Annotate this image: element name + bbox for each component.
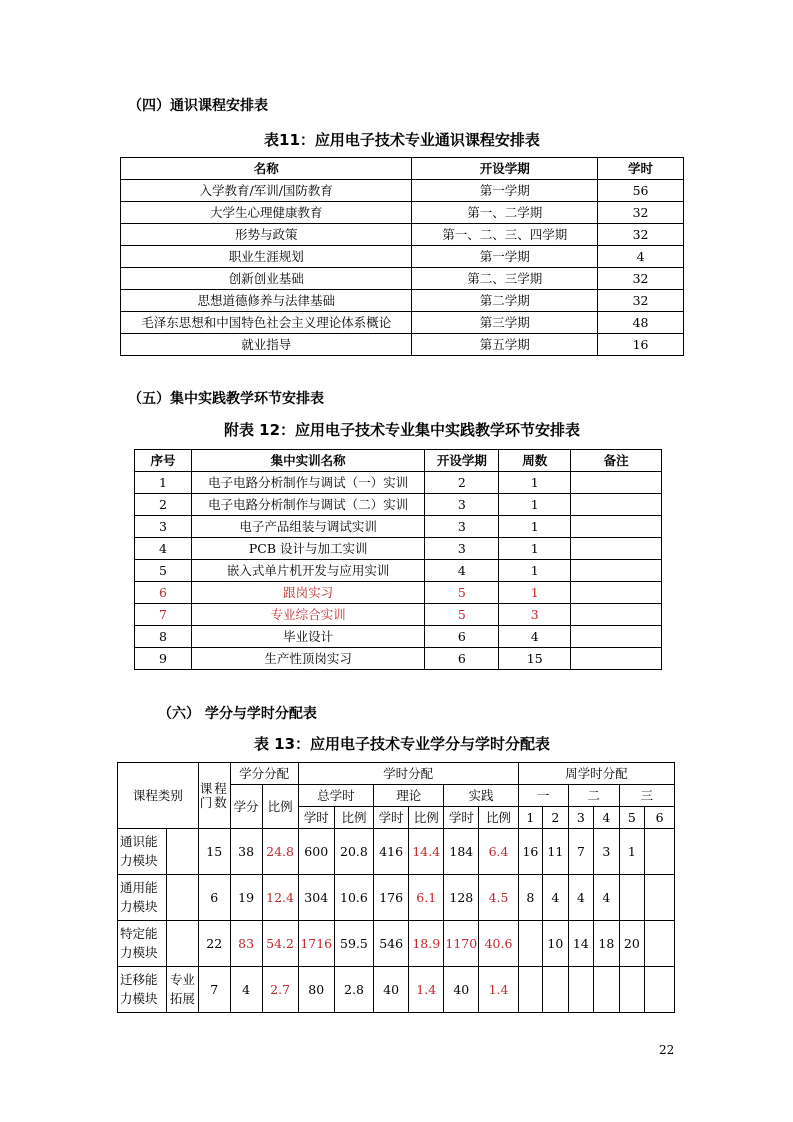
hdr-practice-r: 比例 <box>479 807 518 829</box>
cell-practice-r: 4.5 <box>479 875 518 921</box>
table-row <box>121 290 684 312</box>
table-cell: 5 <box>425 604 499 626</box>
table-cell: 1 <box>135 472 192 494</box>
hdr-theory: 理论 <box>374 785 444 807</box>
table-cell: 就业指导 <box>121 334 412 356</box>
table-12 <box>134 449 662 670</box>
table-cell: 5 <box>135 560 192 582</box>
hdr-course-count: 课程门数 <box>198 763 230 829</box>
table-row <box>118 921 675 967</box>
table-row <box>121 312 684 334</box>
hdr-term-6: 6 <box>645 807 675 829</box>
table-cell: 毛泽东思想和中国特色社会主义理论体系概论 <box>121 312 412 334</box>
course-subtype-cell <box>166 875 198 921</box>
table-cell: 大学生心理健康教育 <box>121 202 412 224</box>
table-cell: 第二、三学期 <box>412 268 598 290</box>
table-cell: 第一、二、三、四学期 <box>412 224 598 246</box>
cell-practice-r: 6.4 <box>479 829 518 875</box>
course-subtype-cell: 专业拓展 <box>166 967 198 1013</box>
table-cell: 3 <box>135 516 192 538</box>
table-cell: 32 <box>598 268 684 290</box>
table-cell: 第一、二学期 <box>412 202 598 224</box>
table-cell: 4 <box>598 246 684 268</box>
table-13 <box>117 762 675 1013</box>
col-header-hours: 学时 <box>598 158 684 180</box>
table-cell: 形势与政策 <box>121 224 412 246</box>
weekly-hours-cell: 1 <box>619 829 645 875</box>
weekly-hours-cell <box>543 967 569 1013</box>
table-cell: 电子产品组装与调试实训 <box>191 516 425 538</box>
table-cell: 3 <box>425 516 499 538</box>
table-row <box>121 224 684 246</box>
table-cell <box>571 648 662 670</box>
cell-theory-h: 176 <box>374 875 409 921</box>
hdr-term-2: 2 <box>543 807 569 829</box>
table-cell <box>571 472 662 494</box>
table-cell: 48 <box>598 312 684 334</box>
table-row <box>135 538 662 560</box>
cell-total-h: 304 <box>298 875 334 921</box>
table-cell: 3 <box>499 604 571 626</box>
table-cell: 思想道德修养与法律基础 <box>121 290 412 312</box>
table-cell: 6 <box>135 582 192 604</box>
course-type-cell: 特定能力模块 <box>118 921 167 967</box>
table-11-title: 表11：应用电子技术专业通识课程安排表 <box>264 131 540 149</box>
cell-theory-h: 40 <box>374 967 409 1013</box>
table-cell: 第一学期 <box>412 246 598 268</box>
weekly-hours-cell: 4 <box>568 875 594 921</box>
table-cell: PCB 设计与加工实训 <box>191 538 425 560</box>
table-cell: 6 <box>425 626 499 648</box>
cell-theory-r: 18.9 <box>409 921 444 967</box>
table-cell: 4 <box>135 538 192 560</box>
cell-count: 6 <box>198 875 230 921</box>
weekly-hours-cell <box>645 875 675 921</box>
table-cell: 1 <box>499 472 571 494</box>
hdr-practice: 实践 <box>444 785 518 807</box>
hdr-theory-r: 比例 <box>409 807 444 829</box>
col-header-training: 集中实训名称 <box>191 450 425 472</box>
col-header-semester: 开设学期 <box>412 158 598 180</box>
table-row <box>118 829 675 875</box>
table-cell: 创新创业基础 <box>121 268 412 290</box>
table-row <box>135 604 662 626</box>
weekly-hours-cell: 3 <box>594 829 620 875</box>
table-cell: 第一学期 <box>412 180 598 202</box>
table-cell: 专业综合实训 <box>191 604 425 626</box>
table-cell <box>571 516 662 538</box>
table-cell: 16 <box>598 334 684 356</box>
table-cell: 32 <box>598 202 684 224</box>
cell-practice-r: 1.4 <box>479 967 518 1013</box>
hdr-total-h: 学时 <box>298 807 334 829</box>
weekly-hours-cell: 7 <box>568 829 594 875</box>
hdr-course-type: 课程类别 <box>118 763 199 829</box>
table-cell: 第二学期 <box>412 290 598 312</box>
table-row <box>135 560 662 582</box>
table-cell <box>571 582 662 604</box>
weekly-hours-cell <box>645 967 675 1013</box>
weekly-hours-cell <box>594 967 620 1013</box>
cell-count: 22 <box>198 921 230 967</box>
section-5-heading: （五）集中实践教学环节安排表 <box>128 391 324 407</box>
hdr-hour-alloc: 学时分配 <box>298 763 518 785</box>
hdr-year-3: 三 <box>619 785 674 807</box>
hdr-total-r: 比例 <box>334 807 373 829</box>
table-cell <box>571 604 662 626</box>
cell-credit: 38 <box>230 829 262 875</box>
course-type-cell: 通用能力模块 <box>118 875 167 921</box>
section-6-heading: （六） 学分与学时分配表 <box>158 706 317 722</box>
table-cell: 8 <box>135 626 192 648</box>
weekly-hours-cell: 20 <box>619 921 645 967</box>
table-row <box>121 202 684 224</box>
weekly-hours-cell <box>518 967 542 1013</box>
table-row <box>135 472 662 494</box>
table-cell <box>571 626 662 648</box>
table-cell: 6 <box>425 648 499 670</box>
table-cell <box>571 494 662 516</box>
course-subtype-cell <box>166 921 198 967</box>
cell-count: 7 <box>198 967 230 1013</box>
table-cell: 5 <box>425 582 499 604</box>
table-cell: 嵌入式单片机开发与应用实训 <box>191 560 425 582</box>
weekly-hours-cell: 11 <box>543 829 569 875</box>
weekly-hours-cell: 16 <box>518 829 542 875</box>
course-subtype-cell <box>166 829 198 875</box>
hdr-credit: 学分 <box>230 785 262 829</box>
table-cell: 4 <box>499 626 571 648</box>
col-header-weeks: 周数 <box>499 450 571 472</box>
weekly-hours-cell: 18 <box>594 921 620 967</box>
table-cell: 入学教育/军训/国防教育 <box>121 180 412 202</box>
cell-practice-h: 1170 <box>444 921 479 967</box>
hdr-practice-h: 学时 <box>444 807 479 829</box>
table-cell: 第五学期 <box>412 334 598 356</box>
hdr-term-3: 3 <box>568 807 594 829</box>
cell-credit-ratio: 2.7 <box>262 967 298 1013</box>
hdr-term-1: 1 <box>518 807 542 829</box>
cell-practice-r: 40.6 <box>479 921 518 967</box>
table-13-title: 表 13：应用电子技术专业学分与学时分配表 <box>253 735 551 753</box>
weekly-hours-cell: 8 <box>518 875 542 921</box>
col-header-remarks: 备注 <box>571 450 662 472</box>
table-cell: 生产性顶岗实习 <box>191 648 425 670</box>
table-cell: 1 <box>499 516 571 538</box>
col-header-index: 序号 <box>135 450 192 472</box>
table-row <box>121 334 684 356</box>
cell-total-r: 20.8 <box>334 829 373 875</box>
table-row <box>121 180 684 202</box>
hdr-credit-alloc: 学分分配 <box>230 763 298 785</box>
table-cell <box>571 560 662 582</box>
cell-theory-r: 6.1 <box>409 875 444 921</box>
cell-total-h: 600 <box>298 829 334 875</box>
hdr-year-2: 二 <box>568 785 619 807</box>
cell-practice-h: 184 <box>444 829 479 875</box>
cell-credit: 19 <box>230 875 262 921</box>
table-cell: 第三学期 <box>412 312 598 334</box>
table-cell: 1 <box>499 560 571 582</box>
hdr-credit-ratio: 比例 <box>262 785 298 829</box>
table-row <box>135 516 662 538</box>
cell-credit-ratio: 24.8 <box>262 829 298 875</box>
table-cell: 1 <box>499 538 571 560</box>
cell-theory-r: 14.4 <box>409 829 444 875</box>
table-cell: 电子电路分析制作与调试（二）实训 <box>191 494 425 516</box>
hdr-theory-h: 学时 <box>374 807 409 829</box>
weekly-hours-cell <box>619 967 645 1013</box>
table-11 <box>120 157 684 356</box>
weekly-hours-cell <box>645 921 675 967</box>
hdr-term-4: 4 <box>594 807 620 829</box>
table-row <box>135 494 662 516</box>
hdr-total-hours: 总学时 <box>298 785 373 807</box>
weekly-hours-cell: 4 <box>594 875 620 921</box>
cell-total-h: 80 <box>298 967 334 1013</box>
table-cell: 电子电路分析制作与调试（一）实训 <box>191 472 425 494</box>
cell-total-r: 59.5 <box>334 921 373 967</box>
table-cell: 2 <box>425 472 499 494</box>
weekly-hours-cell <box>568 967 594 1013</box>
table-cell: 32 <box>598 224 684 246</box>
table-cell: 职业生涯规划 <box>121 246 412 268</box>
cell-theory-h: 546 <box>374 921 409 967</box>
cell-credit: 83 <box>230 921 262 967</box>
course-type-cell: 通识能力模块 <box>118 829 167 875</box>
cell-theory-r: 1.4 <box>409 967 444 1013</box>
table-cell: 56 <box>598 180 684 202</box>
table-row <box>121 246 684 268</box>
col-header-semester: 开设学期 <box>425 450 499 472</box>
cell-practice-h: 40 <box>444 967 479 1013</box>
table-cell: 3 <box>425 494 499 516</box>
table-cell: 9 <box>135 648 192 670</box>
hdr-year-1: 一 <box>518 785 568 807</box>
cell-total-h: 1716 <box>298 921 334 967</box>
table-cell: 15 <box>499 648 571 670</box>
col-header-name: 名称 <box>121 158 412 180</box>
weekly-hours-cell <box>518 921 542 967</box>
table-row <box>121 268 684 290</box>
table-cell <box>571 538 662 560</box>
cell-credit-ratio: 54.2 <box>262 921 298 967</box>
table-row <box>135 648 662 670</box>
weekly-hours-cell: 4 <box>543 875 569 921</box>
table-12-title: 附表 12：应用电子技术专业集中实践教学环节安排表 <box>223 421 581 439</box>
cell-total-r: 2.8 <box>334 967 373 1013</box>
page-number: 22 <box>659 1043 675 1057</box>
table-row <box>118 875 675 921</box>
table-cell: 毕业设计 <box>191 626 425 648</box>
hdr-weekly-alloc: 周学时分配 <box>518 763 674 785</box>
weekly-hours-cell <box>645 829 675 875</box>
cell-practice-h: 128 <box>444 875 479 921</box>
table-row <box>135 582 662 604</box>
table-cell: 4 <box>425 560 499 582</box>
table-cell: 3 <box>425 538 499 560</box>
cell-credit: 4 <box>230 967 262 1013</box>
cell-count: 15 <box>198 829 230 875</box>
hdr-term-5: 5 <box>619 807 645 829</box>
course-type-cell: 迁移能力模块 <box>118 967 167 1013</box>
weekly-hours-cell: 14 <box>568 921 594 967</box>
section-4-heading: （四）通识课程安排表 <box>128 98 268 114</box>
table-row <box>135 626 662 648</box>
cell-total-r: 10.6 <box>334 875 373 921</box>
table-cell: 2 <box>135 494 192 516</box>
table-row <box>118 967 675 1013</box>
table-cell: 32 <box>598 290 684 312</box>
weekly-hours-cell <box>619 875 645 921</box>
table-cell: 7 <box>135 604 192 626</box>
cell-theory-h: 416 <box>374 829 409 875</box>
table-cell: 1 <box>499 494 571 516</box>
table-cell: 跟岗实习 <box>191 582 425 604</box>
cell-credit-ratio: 12.4 <box>262 875 298 921</box>
table-cell: 1 <box>499 582 571 604</box>
weekly-hours-cell: 10 <box>543 921 569 967</box>
